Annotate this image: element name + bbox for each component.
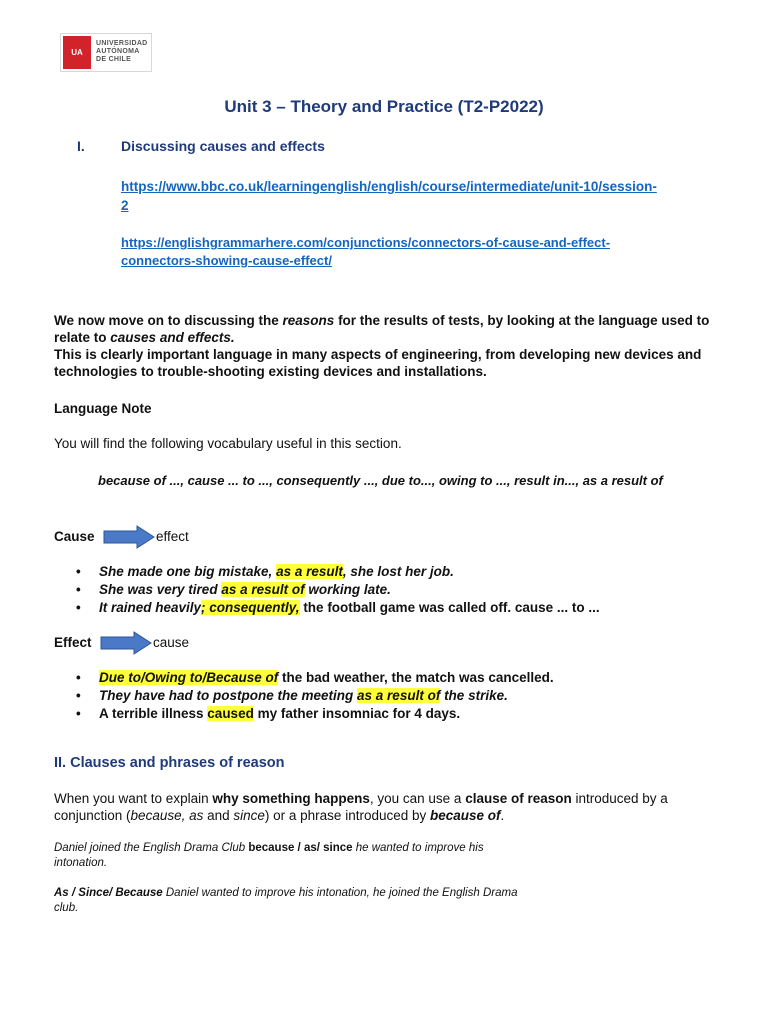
- right-arrow-icon: [103, 525, 155, 549]
- effect-label: effect: [156, 529, 189, 544]
- section-heading: Discussing causes and effects: [121, 138, 325, 154]
- logo-line-2: AUTÓNOMA: [96, 48, 140, 55]
- example-sentence-2: As / Since/ Because Daniel wanted to improve his intonation, he joined the English Drama club.: [54, 887, 518, 914]
- effect-label-2: Effect: [54, 635, 92, 650]
- list-item: • Due to/Owing to/Because of the bad weather, the match was cancelled.: [76, 670, 554, 685]
- grammar-link[interactable]: https://englishgrammarhere.com/conjunctions/connectors-of-cause-and-effect-connectors-showing-cause-effect/: [121, 235, 611, 268]
- list-item: • A terrible illness caused my father insomniac for 4 days.: [76, 706, 461, 721]
- cause-label-2: cause: [153, 635, 190, 650]
- section-2-paragraph: When you want to explain why something happens, you can use a clause of reason introduced by a conjunction (because, as and since) or a phrase introduced by because of.: [54, 791, 668, 823]
- example-sentence-1: Daniel joined the English Drama Club because / as/ since he wanted to improve his intonation.: [54, 842, 484, 869]
- vocab-intro: You will find the following vocabulary useful in this section.: [54, 436, 402, 451]
- shield-icon: UA: [63, 36, 91, 69]
- vocab-list: because of ..., cause ... to ..., consequently ..., due to..., owing to ..., result in..., as a result of: [98, 473, 663, 488]
- logo-line-1: UNIVERSIDAD: [96, 40, 148, 47]
- section-number: I.: [77, 138, 85, 154]
- section-2-heading: II. Clauses and phrases of reason: [54, 755, 285, 771]
- bbc-link[interactable]: https://www.bbc.co.uk/learningenglish/english/course/intermediate/unit-10/session-2: [121, 179, 657, 213]
- logo-wordmark: [96, 40, 148, 64]
- cause-label: Cause: [54, 529, 95, 544]
- list-item: • She was very tired as a result of working late.: [76, 582, 391, 597]
- intro-paragraph-1: We now move on to discussing the reasons for the results of tests, by looking at the language used to relate to causes and effects.: [54, 313, 710, 345]
- logo-line-3: DE CHILE: [96, 56, 132, 63]
- university-logo: [60, 33, 152, 72]
- list-item: • They have had to postpone the meeting as a result of the strike.: [76, 688, 508, 703]
- language-note-heading: Language Note: [54, 401, 152, 416]
- page-title: Unit 3 – Theory and Practice (T2-P2022): [224, 97, 544, 116]
- cause-effect-examples: [76, 563, 600, 617]
- effect-cause-examples: [76, 669, 554, 723]
- intro-paragraph-2: This is clearly important language in many aspects of engineering, from developing new devices and technologies to trouble-shooting existing devices and installations.: [54, 347, 702, 379]
- list-item: • She made one big mistake, as a result, she lost her job.: [76, 564, 454, 579]
- right-arrow-icon: [100, 631, 152, 655]
- list-item: • It rained heavily; consequently, the football game was called off. cause ... to ...: [76, 600, 600, 615]
